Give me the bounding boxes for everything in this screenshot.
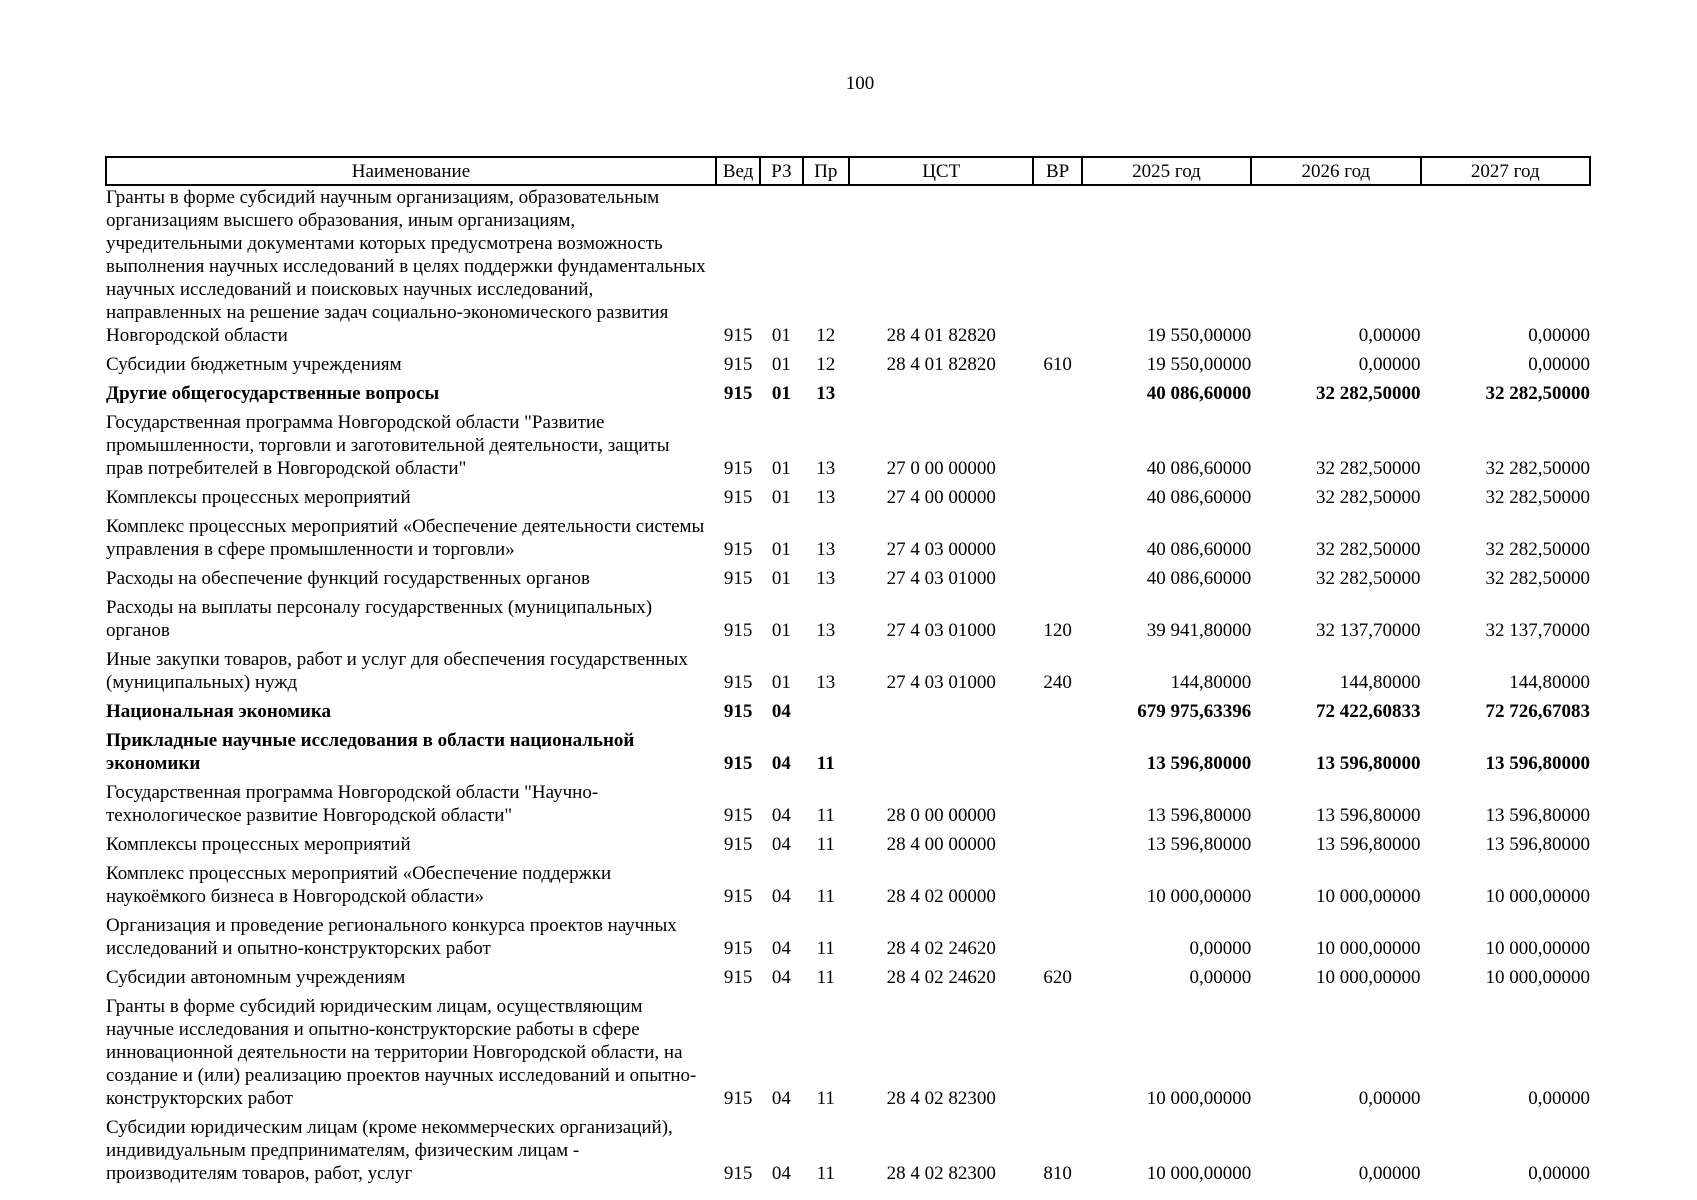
cell-vr [1033,185,1081,353]
cell-name: Комплексы процессных мероприятий [106,487,411,508]
cell-vr [1033,567,1081,596]
cell-2025: 19 550,00000 [1146,354,1252,375]
cell-2027: 72 726,67083 [1485,701,1590,722]
cell-vr: 240 [1043,672,1072,693]
header-pr: Пр [803,157,849,185]
table-row [106,353,1590,382]
cell-ved: 915 [723,325,753,346]
cell-2026: 32 282,50000 [1316,383,1421,404]
cell-vr [1033,700,1081,729]
cell-pr: 13 [816,458,836,479]
cell-rz: 04 [771,938,791,959]
cell-ved: 915 [723,1088,753,1109]
cell-rz: 01 [771,325,791,346]
cell-2026: 32 282,50000 [1316,458,1421,479]
cell-2027: 32 282,50000 [1485,568,1590,589]
cell-name: Другие общегосударственные вопросы [106,383,440,404]
cell-pr: 13 [816,539,836,560]
cell-2025: 39 941,80000 [1146,620,1252,641]
cell-2026: 0,00000 [1358,1163,1421,1184]
cell-name: Государственная программа Новгородской области "Научно-технологическое развитие Новгородской области" [106,782,599,826]
cell-vr [1033,515,1081,567]
cell-ved: 915 [723,753,753,774]
cell-rz: 01 [771,539,791,560]
table-row [106,515,1590,567]
cell-2026: 10 000,00000 [1316,967,1421,988]
table-row [106,914,1590,966]
cell-cst: 27 4 03 01000 [886,568,996,589]
cell-2027: 32 282,50000 [1485,383,1590,404]
cell-rz: 01 [771,354,791,375]
cell-2026: 13 596,80000 [1316,753,1421,774]
cell-ved: 915 [723,458,753,479]
cell-pr: 12 [816,325,836,346]
cell-cst: 27 0 00 00000 [886,458,996,479]
cell-pr: 13 [816,620,836,641]
cell-ved: 915 [723,886,753,907]
cell-name: Иные закупки товаров, работ и услуг для обеспечения государственных (муниципальных) нужд [106,649,688,693]
cell-cst: 28 4 00 00000 [886,834,996,855]
cell-ved: 915 [723,672,753,693]
cell-cst: 27 4 00 00000 [886,487,996,508]
cell-pr: 13 [816,487,836,508]
cell-cst: 28 4 02 00000 [886,886,996,907]
cell-ved: 915 [723,383,753,404]
cell-2026: 144,80000 [1339,672,1421,693]
page-number: 100 [845,73,875,94]
cell-name: Расходы на выплаты персоналу государственных (муниципальных) органов [106,597,653,641]
cell-2025: 144,80000 [1170,672,1252,693]
cell-vr [1033,833,1081,862]
cell-rz: 04 [771,1088,791,1109]
cell-cst: 27 4 03 01000 [886,620,996,641]
cell-2026: 72 422,60833 [1316,701,1421,722]
cell-ved: 915 [723,487,753,508]
cell-vr: 810 [1043,1163,1072,1184]
table-row [106,411,1590,486]
cell-2027: 32 282,50000 [1485,487,1590,508]
cell-ved: 915 [723,834,753,855]
cell-2027: 0,00000 [1528,1163,1590,1184]
table-row [106,833,1590,862]
cell-2025: 40 086,60000 [1146,568,1252,589]
cell-rz: 04 [771,834,791,855]
cell-2027: 144,80000 [1509,672,1590,693]
cell-vr [1033,411,1081,486]
header-2027: 2027 год [1421,157,1590,185]
cell-2025: 40 086,60000 [1146,487,1252,508]
cell-vr: 610 [1043,354,1072,375]
cell-2027: 0,00000 [1528,325,1590,346]
cell-cst: 28 4 02 82300 [886,1163,996,1184]
cell-rz: 04 [771,886,791,907]
cell-2027: 10 000,00000 [1485,886,1590,907]
cell-name: Субсидии юридическим лицам (кроме некоммерческих организаций), индивидуальным предпринимателям, физическим лицам - производителям товаров, работ, услуг [106,1117,673,1184]
table-row [106,700,1590,729]
cell-2026: 32 282,50000 [1316,568,1421,589]
cell-cst [849,729,1033,781]
cell-name: Гранты в форме субсидий юридическим лицам, осуществляющим научные исследования и опытно-конструкторские работы в сфере инновационной деятельности на территории Новгородской области, на создание и (или) реализацию проектов научных исследований и опытно-конструкторских работ [106,996,697,1109]
cell-pr [803,700,849,729]
table-row [106,185,1590,353]
cell-2026: 32 137,70000 [1316,620,1421,641]
table-body [106,185,1590,1191]
cell-name: Комплекс процессных мероприятий «Обеспечение деятельности системы управления в сфере промышленности и торговли» [106,516,705,560]
cell-2026: 10 000,00000 [1316,938,1421,959]
cell-ved: 915 [723,805,753,826]
cell-2027: 10 000,00000 [1485,938,1590,959]
cell-cst: 28 4 01 82820 [886,354,996,375]
cell-vr [1033,995,1081,1116]
cell-pr: 11 [816,753,835,774]
cell-pr: 11 [816,967,835,988]
table-row [106,382,1590,411]
cell-rz: 04 [771,805,791,826]
cell-cst [849,382,1033,411]
table-row [106,567,1590,596]
cell-rz: 04 [771,753,791,774]
cell-rz: 01 [771,383,791,404]
cell-vr [1033,914,1081,966]
cell-2025: 0,00000 [1189,967,1252,988]
cell-pr: 11 [816,805,835,826]
cell-rz: 01 [771,458,791,479]
cell-vr [1033,382,1081,411]
cell-rz: 04 [771,967,791,988]
cell-rz: 01 [771,487,791,508]
table-row [106,995,1590,1116]
cell-pr: 13 [816,383,836,404]
cell-2027: 0,00000 [1528,1088,1590,1109]
header-name: Наименование [106,157,716,185]
cell-2025: 679 975,63396 [1137,701,1252,722]
cell-pr: 11 [816,938,835,959]
cell-cst: 27 4 03 01000 [886,672,996,693]
cell-vr: 120 [1043,620,1072,641]
cell-cst: 28 4 02 24620 [886,967,996,988]
header-2025: 2025 год [1082,157,1251,185]
header-vr: ВР [1033,157,1081,185]
cell-2026: 32 282,50000 [1316,539,1421,560]
cell-name: Национальная экономика [106,701,332,722]
cell-2027: 10 000,00000 [1485,967,1590,988]
table-row [106,781,1590,833]
cell-ved: 915 [723,1163,753,1184]
cell-cst [849,700,1033,729]
cell-2026: 10 000,00000 [1316,886,1421,907]
table-row [106,486,1590,515]
cell-name: Расходы на обеспечение функций государственных органов [106,568,590,589]
cell-2025: 40 086,60000 [1146,458,1252,479]
cell-2025: 13 596,80000 [1146,753,1252,774]
cell-vr [1033,729,1081,781]
header-2026: 2026 год [1251,157,1420,185]
cell-2025: 10 000,00000 [1146,886,1252,907]
cell-rz: 01 [771,672,791,693]
cell-ved: 915 [723,967,753,988]
cell-ved: 915 [723,568,753,589]
cell-2026: 13 596,80000 [1316,834,1421,855]
cell-2027: 0,00000 [1528,354,1590,375]
cell-name: Организация и проведение регионального конкурса проектов научных исследований и опытно-конструкторских работ [106,915,677,959]
table-row [106,596,1590,648]
cell-name: Прикладные научные исследования в области национальной экономики [106,730,635,774]
cell-cst: 28 4 02 82300 [886,1088,996,1109]
header-ved: Вед [716,157,760,185]
cell-pr: 11 [816,834,835,855]
table-row [106,729,1590,781]
cell-2027: 13 596,80000 [1485,805,1590,826]
cell-name: Комплексы процессных мероприятий [106,834,411,855]
cell-pr: 11 [816,1088,835,1109]
cell-2027: 13 596,80000 [1485,834,1590,855]
header-rz: РЗ [760,157,802,185]
table-row [106,862,1590,914]
cell-2026: 32 282,50000 [1316,487,1421,508]
cell-name: Субсидии автономным учреждениям [106,967,406,988]
table-row [106,1116,1590,1191]
table-row [106,648,1590,700]
table-row [106,966,1590,995]
cell-pr: 12 [816,354,836,375]
cell-name: Субсидии бюджетным учреждениям [106,354,402,375]
cell-2027: 32 137,70000 [1485,620,1590,641]
header-cst: ЦСТ [849,157,1033,185]
cell-ved: 915 [723,539,753,560]
table-header [106,157,1590,185]
budget-table [105,156,1591,1191]
cell-pr: 13 [816,672,836,693]
cell-2026: 13 596,80000 [1316,805,1421,826]
cell-cst: 28 0 00 00000 [886,805,996,826]
cell-cst: 28 4 01 82820 [886,325,996,346]
cell-name: Государственная программа Новгородской области "Развитие промышленности, торговли и заготовительной деятельности, защиты прав потребителей в Новгородской области" [106,412,670,479]
cell-ved: 915 [723,354,753,375]
cell-2025: 19 550,00000 [1146,325,1252,346]
cell-pr: 13 [816,568,836,589]
cell-name: Гранты в форме субсидий научным организациям, образовательным организациям высшего образования, иным организациям, учредительными документами которых предусмотрена возможность выполнения научных исследований в целях поддержки фундаментальных научных исследований и поисковых научных исследований, направленных на решение задач социально-экономического развития Новгородской области [106,187,706,346]
cell-rz: 04 [771,701,791,722]
cell-ved: 915 [723,701,753,722]
cell-2027: 32 282,50000 [1485,539,1590,560]
cell-rz: 04 [771,1163,791,1184]
cell-2025: 13 596,80000 [1146,834,1252,855]
cell-ved: 915 [723,620,753,641]
cell-2025: 10 000,00000 [1146,1088,1252,1109]
cell-2025: 13 596,80000 [1146,805,1252,826]
cell-2026: 0,00000 [1358,1088,1421,1109]
cell-cst: 27 4 03 00000 [886,539,996,560]
cell-vr: 620 [1043,967,1072,988]
cell-cst: 28 4 02 24620 [886,938,996,959]
cell-2027: 13 596,80000 [1485,753,1590,774]
cell-vr [1033,862,1081,914]
cell-2025: 40 086,60000 [1146,539,1252,560]
cell-2025: 10 000,00000 [1146,1163,1252,1184]
cell-2026: 0,00000 [1358,325,1421,346]
cell-pr: 11 [816,886,835,907]
cell-2026: 0,00000 [1358,354,1421,375]
cell-vr [1033,781,1081,833]
cell-ved: 915 [723,938,753,959]
cell-name: Комплекс процессных мероприятий «Обеспечение поддержки наукоёмкого бизнеса в Новгородской области» [106,863,612,907]
cell-2025: 40 086,60000 [1146,383,1252,404]
cell-2025: 0,00000 [1189,938,1252,959]
cell-rz: 01 [771,620,791,641]
cell-rz: 01 [771,568,791,589]
cell-vr [1033,486,1081,515]
cell-pr: 11 [816,1163,835,1184]
cell-2027: 32 282,50000 [1485,458,1590,479]
header-row [106,157,1590,185]
